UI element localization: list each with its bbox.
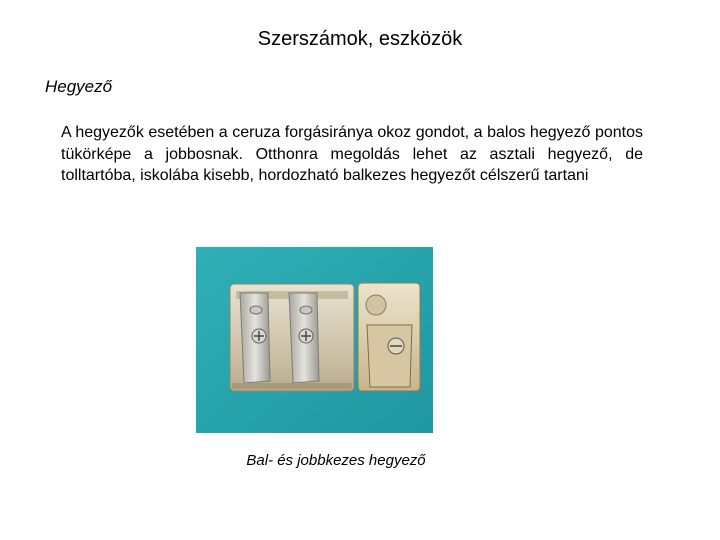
section-heading: Hegyező	[45, 77, 113, 96]
photo-caption: Bal- és jobbkezes hegyező	[246, 452, 426, 469]
sharpener-photo	[196, 247, 433, 433]
body-paragraph: A hegyezők esetében a ceruza forgásiránya okoz gondot, a balos hegyező pontos tükörképe a jobbosnak. Otthonra megoldás lehet az asztali hegyező, de tolltartóba, iskolába kisebb, hordozható balkezes hegyezőt célszerű tartani	[61, 124, 643, 184]
double-sharpener	[230, 284, 354, 391]
slide-title: Szerszámok, eszközök	[257, 28, 463, 50]
single-sharpener	[358, 283, 420, 391]
